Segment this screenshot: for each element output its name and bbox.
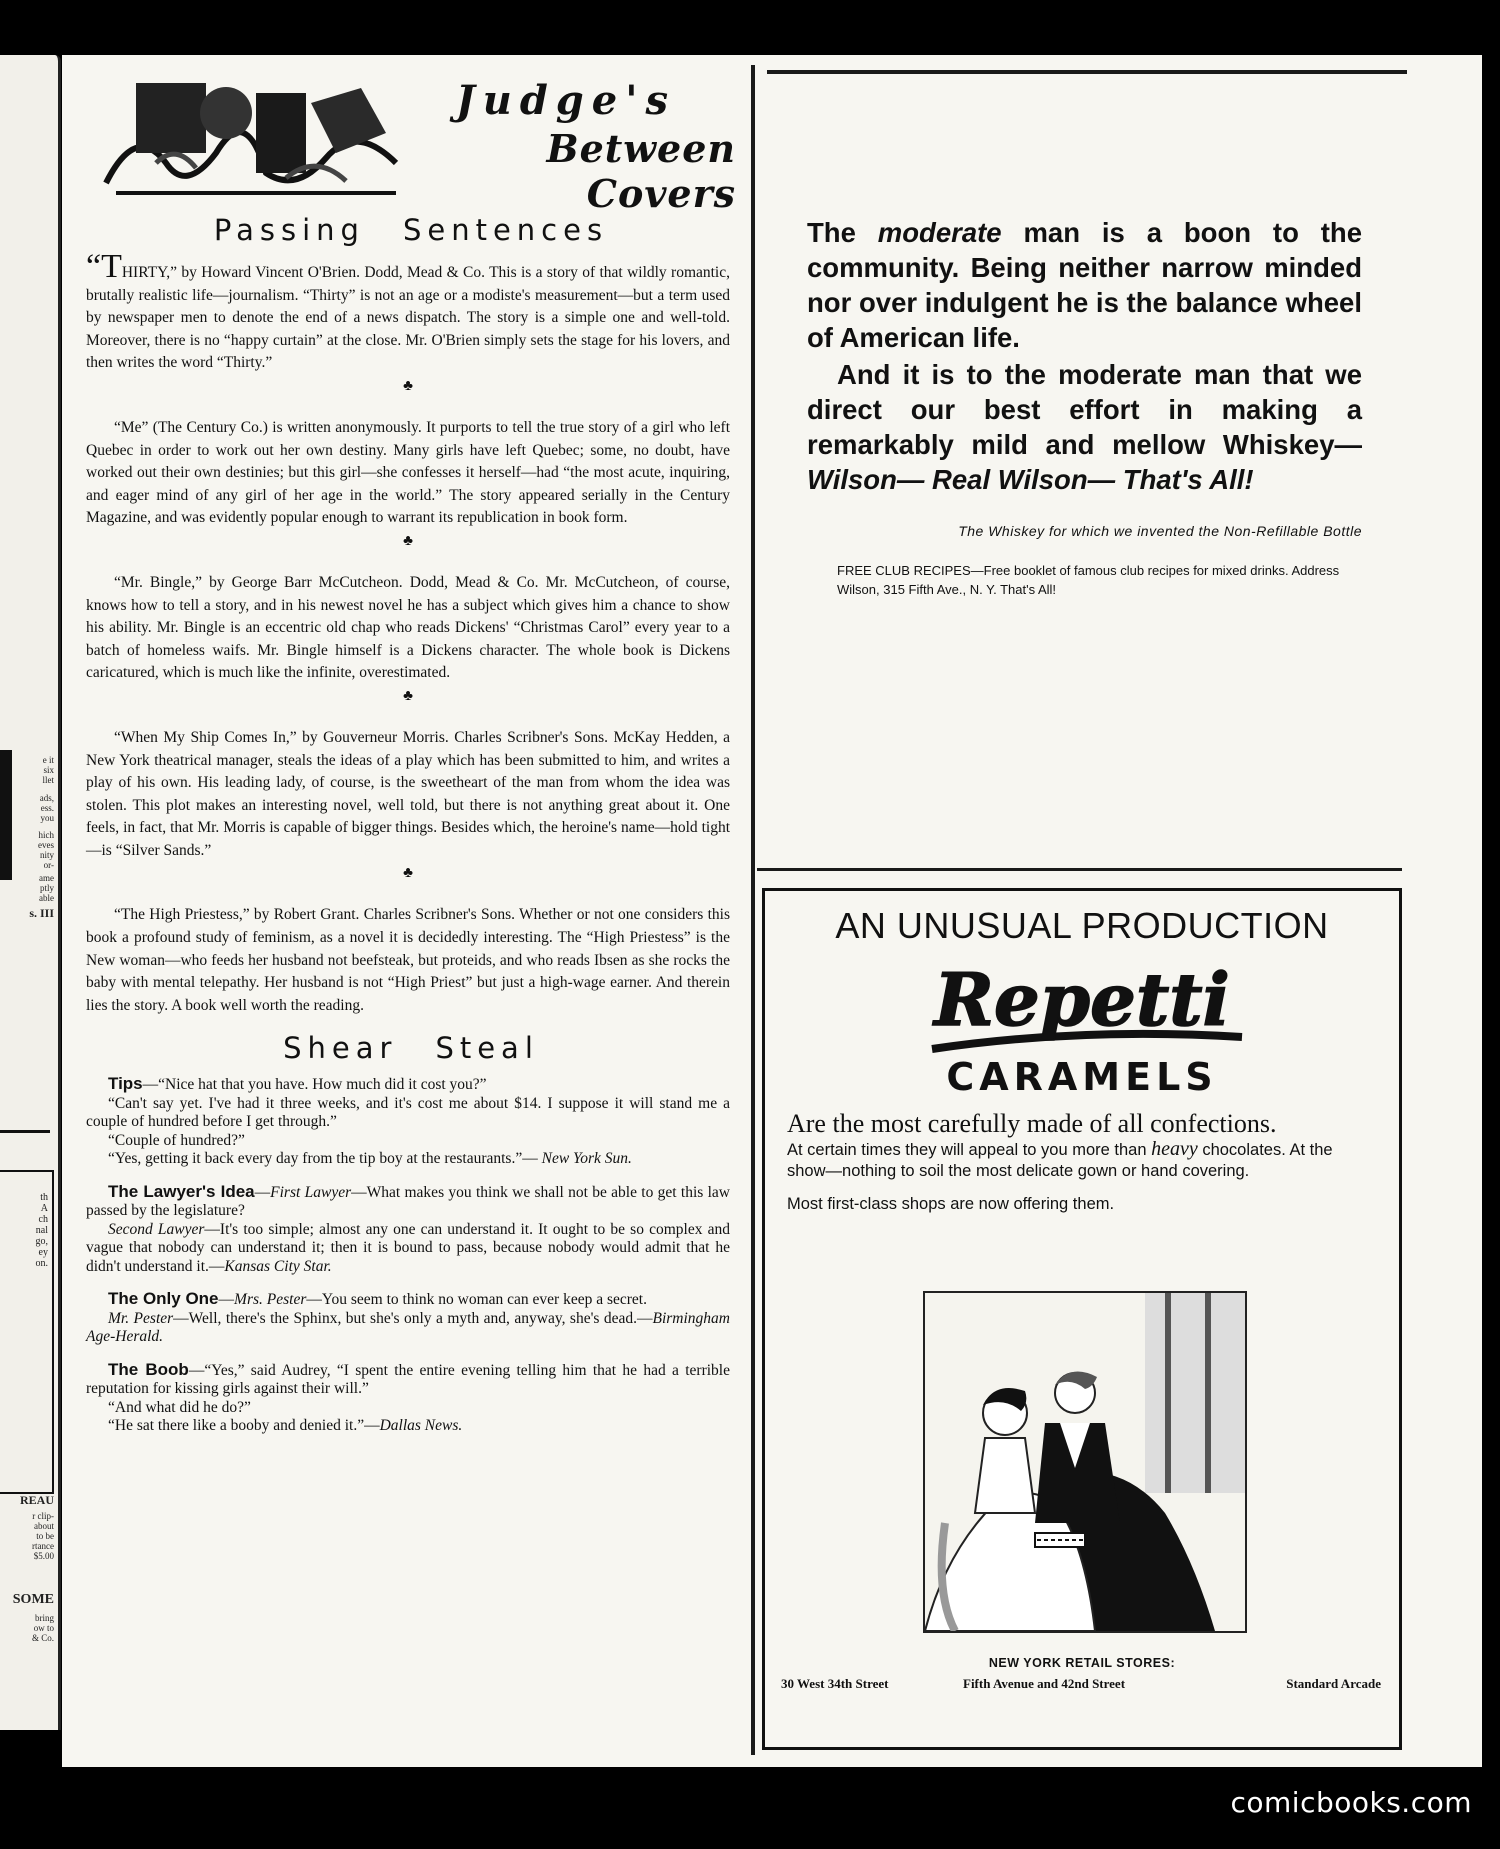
joke-only-one: The Only One—Mrs. Pester—You seem to think no woman can ever keep a secret.	[108, 1289, 647, 1309]
store-standard-arcade: Standard Arcade	[1286, 1676, 1381, 1691]
facing-page-fragment: e it six llet	[42, 755, 54, 785]
right-column	[757, 55, 1477, 1755]
facing-page-fragment: REAU	[19, 1493, 54, 1507]
separator-ornament: ♣	[403, 687, 413, 704]
ad-divider	[757, 868, 1402, 871]
repetti-product: CARAMELS	[946, 1055, 1218, 1099]
two-women-illustration	[923, 1291, 1247, 1633]
review-thirty: “THIRTY,” by Howard Vincent O'Brien. Dodd, Mead & Co. This is a story of that wildly romantic, brutally realistic life—journalism. “Thirty” is not an age or a modiste's measurement—but a term used by newspaper men to denote the end of a news dispatch. The story is a simple one and well-told. Moreover, there is no “happy curtain” at the close. Mr. O'Brien simply sets the stage for his lovers, and then writes the word “Thirty.”	[86, 248, 730, 372]
facing-page-fragment: r clip- about to be rtance $5.00	[32, 1511, 54, 1561]
wilson-free-recipes: FREE CLUB RECIPES—Free booklet of famous club recipes for mixed drinks. Address Wilson, 315 Fifth Ave., N. Y. That's All!	[837, 563, 1340, 597]
drop-cap: “T	[86, 248, 122, 285]
repetti-lead: Are the most carefully made of all confections.	[787, 1109, 1277, 1138]
store-fifth-avenue: Fifth Avenue and 42nd Street	[963, 1676, 1126, 1691]
left-column	[86, 55, 736, 1755]
facing-page-edge	[0, 55, 61, 1730]
repetti-body-2: Most first-class shops are now offering them.	[787, 1195, 1115, 1213]
book-reviews	[86, 248, 730, 1017]
facing-page-fragment: ame ptly able	[39, 873, 54, 903]
review-mr-bingle: “Mr. Bingle,” by George Barr McCutcheon. Dodd, Mead & Co. Mr. McCutcheon, of course, knows how to tell a story, and in his newest novel he has a subject which gives him a chance to show his ability. Mr. Bingle is an eccentric old chap who reads Dickens' “Christmas Carol” every year to a batch of homeless waifs. Mr. Bingle himself is a Dickens character. The whole book is Dickens caricatured, which is much like the infinite, overestimated.	[86, 573, 730, 682]
column-divider	[751, 65, 755, 1755]
separator-ornament: ♣	[403, 532, 413, 549]
facing-page-fragment: bring ow to & Co.	[31, 1613, 54, 1643]
masthead-illustration	[96, 63, 416, 203]
stores-title: NEW YORK RETAIL STORES:	[988, 1656, 1176, 1670]
jokes: Tips—“Nice hat that you have. How much did it cost you?” “Can't say yet. I've had it three weeks, and it's cost me about $14. I suppose it will stand me a couple of hundred before I get through.” “Couple of hundred?” “Yes, getting it back every day from the tip boy at the restaurants.”— New York Sun. The Lawyer's Idea—First Lawyer—What makes you think we shall not be able to get this law passed by the legislature? Second Lawyer—It's too simple; almost any one can understand it. It ought to be so complex and vague that nobody can understand it; then it is bound to pass, because nobody would admit that he didn't understand it.—Kansas City Star. The Only One—Mrs. Pester—You seem to think no woman can ever keep a secret. Mr. Pester—Well, there's the Sphinx, but she's only a myth and, anyway, she's dead.—Birmingham Age-Herald. The Boob—“Yes,” said Audrey, “I spent the entire evening telling him that he had a terrible reputation for kissing girls against their will.” “And what did he do?” “He sat there like a booby and denied it.”—Dallas News.	[86, 1074, 731, 1435]
wilson-paragraph-2: And it is to the moderate man that we direct our best effort in making a remarkably mild and mellow Whiskey— Wilson— Real Wilson— That's All!	[807, 359, 1362, 495]
repetti-body: At certain times they will appeal to you more than heavy chocolates. At the show—nothing to soil the most delicate gown or hand covering.	[787, 1138, 1333, 1180]
store-34th-street: 30 West 34th Street	[781, 1676, 889, 1691]
watermark: comicbooks.com	[1230, 1786, 1472, 1819]
masthead-title-line2: Between Covers	[546, 126, 736, 216]
separator-ornament: ♣	[403, 865, 413, 882]
facing-page-fragment: s. III	[29, 906, 54, 920]
repetti-logo	[912, 957, 1252, 1057]
facing-page-dark-bar	[0, 750, 12, 880]
facing-page-fragment: SOME	[12, 1592, 54, 1607]
review-high-priestess: “The High Priestess,” by Robert Grant. Charles Scribner's Sons. Whether or not one considers this book a profound study of feminism, as a novel it is decidedly interesting. The “High Priestess” is the New woman—who feeds her husband not beefsteak, but proteids, and who reads Ibsen as she rocks the baby with mental telepathy. Her husband is not “High Priest” but just a high-wage earner. And therein lies the story. A book well worth the reading.	[86, 906, 730, 1014]
masthead-title-line1: Judge's	[455, 77, 676, 124]
facing-page-box: th A ch nal go, ey on.	[0, 1170, 54, 1494]
masthead	[86, 55, 736, 216]
top-rule	[767, 70, 1407, 74]
wilson-whiskey-ad	[807, 215, 1362, 599]
repetti-brand: Repetti	[934, 957, 1230, 1042]
joke-tips: Tips—“Nice hat that you have. How much did it cost you?”	[108, 1074, 487, 1094]
joke-lawyers-idea: The Lawyer's Idea—First Lawyer—What makes you think we shall not be able to get this law passed by the legislature?	[86, 1181, 730, 1220]
section-heading-shear-steal: Shear Steal	[283, 1031, 539, 1066]
facing-page-fragment: hich eves nity or-	[38, 830, 54, 870]
separator-ornament: ♣	[403, 377, 413, 394]
joke-boob: The Boob—“Yes,” said Audrey, “I spent the entire evening telling him that he had a terrible reputation for kissing girls against their will.”	[86, 1359, 730, 1398]
section-heading-passing-sentences: Passing Sentences	[213, 213, 609, 247]
repetti-headline: AN UNUSUAL PRODUCTION	[835, 905, 1329, 946]
wilson-tagline: The Whiskey for which we invented the Non-Refillable Bottle	[958, 523, 1362, 539]
magazine-page	[62, 55, 1482, 1767]
facing-page-rule	[0, 1130, 50, 1133]
review-when-my-ship-comes-in: “When My Ship Comes In,” by Gouverneur Morris. Charles Scribner's Sons. McKay Hedden, a New York theatrical manager, steals the ideas of a play which has been submitted to him, and writes a play of his own. His leading lady, of course, is the sweetheart of the man from whom the idea was stolen. This plot makes an interesting novel, well told, but there is not anything great about it. One feels, in fact, that Mr. Morris is capable of bigger things. Besides which, the heroine's name—hold tight—is “Silver Sands.”	[86, 728, 730, 859]
facing-page-fragment: ads, ess. you	[39, 793, 54, 823]
repetti-caramels-ad	[762, 888, 1402, 1750]
masthead-title	[416, 77, 736, 216]
wilson-paragraph-1: The moderate man is a boon to the community. Being neither narrow minded nor over indulgent he is the balance wheel of American life.	[807, 217, 1363, 353]
review-me: “Me” (The Century Co.) is written anonymously. It purports to tell the true story of a girl who left Quebec in order to work out her own destiny. Many girls have left Quebec; some, no doubt, have worked out their own destinies; but this girl—she confesses it herself—had “the most acute, inquiring, and eager mind of any girl of her age in the world.” The story appeared serially in the Century Magazine, and was evidently popular enough to warrant its republication in book form.	[86, 418, 730, 527]
